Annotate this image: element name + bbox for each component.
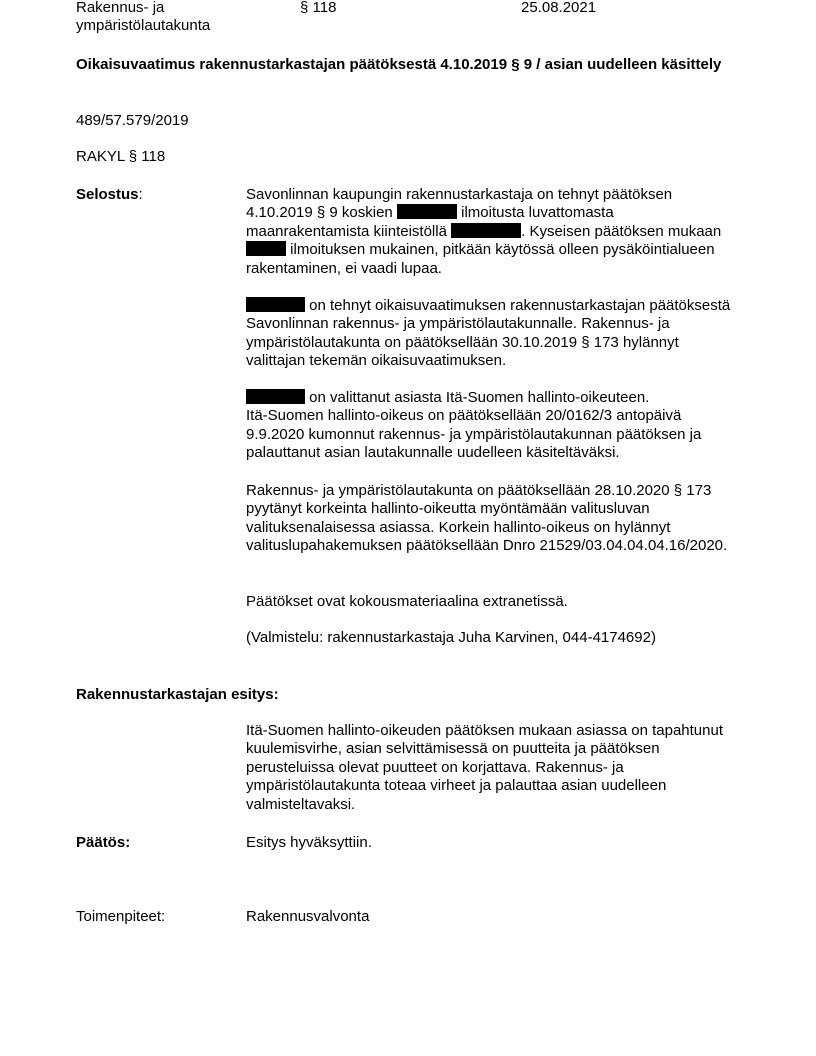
- paatos-label: Päätös:: [76, 834, 131, 851]
- p3-text: on valittanut asiasta Itä-Suomen hallinto-oikeuteen. Itä-Suomen hallinto-oikeus on päätöksellään 20/0162/3 antopäivä 9.9.2020 kumonnut rakennus- ja ympäristölautakunnan päätöksen ja palauttanut asian lautakunnalle uudelleen käsiteltäväksi.: [246, 389, 702, 462]
- selostus-paragraph-5: Päätökset ovat kokousmateriaalina extranetissä.: [246, 593, 568, 610]
- header-date: 25.08.2021: [521, 0, 597, 16]
- p1-text-d: ilmoituksen mukainen, pitkään käytössä olleen pysäköintialueen rakentaminen, ei vaadi lupaa.: [246, 241, 715, 277]
- redaction-block: [246, 297, 305, 312]
- selostus-paragraph-4: Rakennus- ja ympäristölautakunta on päätöksellään 28.10.2020 § 173 pyytänyt korkeinta hallinto-oikeutta myöntämään valitusluvan valituksenalaisessa asiassa. Korkein hallinto-oikeus on hylännyt valituslupahakemuksen päätöksellään Dnro 21529/03.04.04.04.16/2020.: [246, 482, 728, 555]
- redaction-block: [246, 389, 305, 404]
- toimenpiteet-label: Toimenpiteet:: [76, 908, 166, 925]
- esitys-text: Itä-Suomen hallinto-oikeuden päätöksen mukaan asiassa on tapahtunut kuulemisvirhe, asian selvittämisessä on puutteita ja päätöksen perusteluissa olevat puutteet on korjattava. Rakennus- ja ympäristölautakunta toteaa virheet ja palauttaa asian uudelleen valmisteltavaksi.: [246, 722, 723, 813]
- reference: RAKYL § 118: [76, 148, 166, 165]
- paatos-text: Esitys hyväksyttiin.: [246, 834, 372, 851]
- header-body-name: Rakennus- ja ympäristölautakunta: [76, 0, 211, 34]
- p1-text-a: Savonlinnan kaupungin rakennustarkastaja on tehnyt päätöksen 4.10.2019 § 9 koskien: [246, 186, 673, 222]
- esitys-label: Rakennustarkastajan esitys:: [76, 686, 279, 703]
- redaction-block: [246, 241, 286, 256]
- selostus-label-text: Selostus: [76, 186, 139, 203]
- redaction-block: [451, 223, 521, 238]
- selostus-label: [76, 186, 143, 204]
- redaction-block: [397, 204, 457, 219]
- selostus-paragraph-2: [246, 297, 741, 371]
- selostus-paragraph-1: [246, 186, 741, 278]
- selostus-paragraph-3: [246, 389, 741, 463]
- diary-number: 489/57.579/2019: [76, 112, 189, 129]
- p1-text-b: ilmoitusta luvattomasta maanrakentamista kiinteistöllä: [246, 204, 614, 240]
- document-title: Oikaisuvaatimus rakennustarkastajan päätöksestä 4.10.2019 § 9 / asian uudelleen käsittely: [76, 56, 722, 73]
- selostus-label-suffix: :: [138, 186, 143, 203]
- header-section: § 118: [300, 0, 337, 16]
- p1-text-c: . Kyseisen päätöksen mukaan: [521, 222, 722, 240]
- preparer-note: (Valmistelu: rakennustarkastaja Juha Karvinen, 044-4174692): [246, 629, 656, 646]
- p2-text: on tehnyt oikaisuvaatimuksen rakennustarkastajan päätöksestä Savonlinnan rakennus- ja ympäristölautakunnalle. Rakennus- ja ympäristölautakunta on päätöksellään 30.10.2019 § 173 hylännyt valittajan tekemän oikaisuvaatimuksen.: [246, 297, 731, 370]
- toimenpiteet-text: Rakennusvalvonta: [246, 908, 370, 925]
